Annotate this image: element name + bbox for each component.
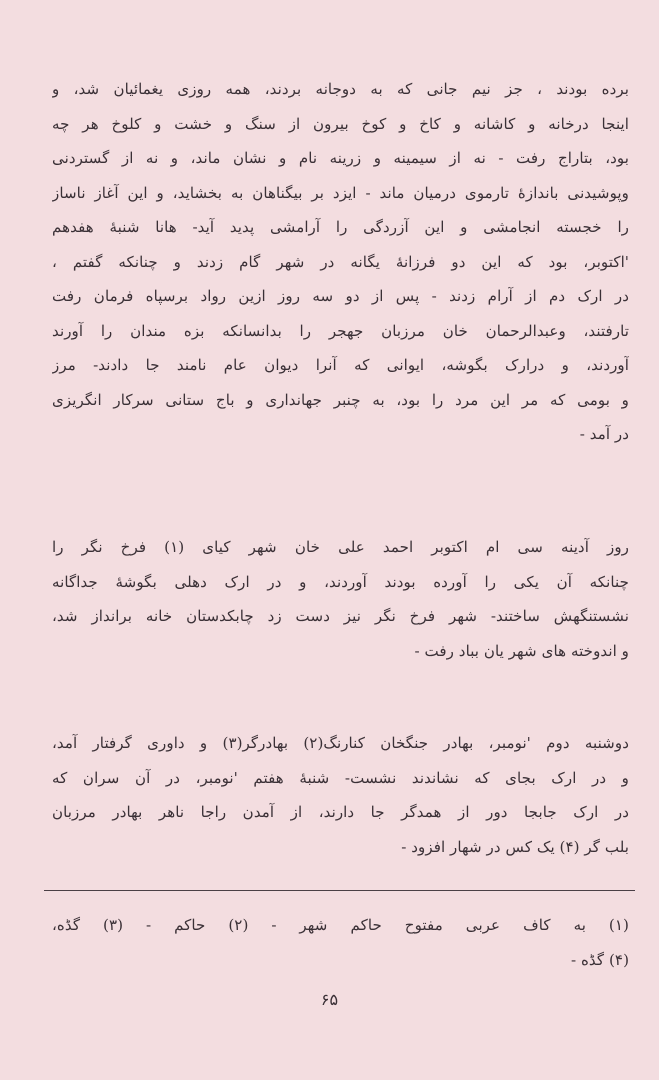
paragraph-1 <box>52 72 629 452</box>
text-line: روز آدینه سی ام اکتوبر احمد علی خان شهر کیای (۱) فرخ نگر را <box>52 538 629 556</box>
footnotes <box>52 908 629 977</box>
text-line: برده بودند ، جز نیم جانی که به دوجانه بردند، همه روزی یغمائیان شد، و <box>52 80 629 98</box>
footnote-line: (۱) به کاف عربی مفتوح حاکم شهر - (۲) حاکم - (۳) گڈه، <box>52 916 629 934</box>
text-line: چنانکه آن یکی را آورده بودند آوردند، و در ارک دهلی بگوشهٔ جداگانه <box>52 572 629 591</box>
text-line: وپوشیدنی باندازهٔ تارموی درمیان ماند - ایزد بر بیگناهان به بخشاید، و این آغاز ناساز <box>52 183 629 202</box>
text-line: در ارک دم از آرام زدند - پس از دو سه روز ازین رواد برسپاه فرمان رفت <box>52 287 629 305</box>
footnote-divider <box>44 890 635 891</box>
text-line: اینجا درخانه و کاشانه و کاخ و کوخ بیرون از سنگ و خشت و کلوخ هر چه <box>52 114 629 133</box>
paragraph-2 <box>52 530 629 668</box>
text-line: در ارک جابجا دور از همدگر جا دارند، از آمدن راجا ناهر بهادر مرزبان <box>52 803 629 821</box>
text-line: تارفتند، وعبدالرحمان خان مرزبان جهجر را بدانسانکه بزه مندان را آورند <box>52 321 629 340</box>
text-line: نشستنگهش ساختند- شهر فرخ نگر نیز دست زد چابکدستان خانه برانداز شد، <box>52 607 629 625</box>
text-line: بلب گر (۴) یک کس در شهار افزود - <box>401 837 629 856</box>
text-line: در آمد - <box>579 425 629 443</box>
page-number: ۶۵ <box>320 990 339 1009</box>
text-line: را خجسته انجامشی و این آزردگی را آرامشی پدید آید- هانا شنبهٔ هفدهم <box>52 218 629 236</box>
text-line: بود، بتاراج رفت - نه از سیمینه و زرینه نام و نشان ماند، و نه از گستردنی <box>52 149 629 167</box>
text-line: آوردند، و درارک بگوشه، ایوانی که آنرا دیوان عام نامند جا دادند- مرز <box>52 356 629 374</box>
text-line: 'اکتوبر، بود که این دو فرزانهٔ یگانه در شهر گام زدند و چنانکه گفتم ، <box>52 252 629 271</box>
text-line: دوشنبه دوم 'نومبر، بهادر جنگخان کنارنگ(۲) بهادرگر(۳) و داوری گرفتار آمد، <box>52 734 629 752</box>
text-line: و اندوخته های شهر یان بباد رفت - <box>414 641 629 660</box>
text-line: و در ارک بجای که نشاندند نشست- شنبهٔ هفتم 'نومبر، در آن سران که <box>52 768 629 787</box>
text-line: و بومی که مر این مرد را بود، به چنبر جهانداری و باج ستانی سرکار انگریزی <box>52 390 629 409</box>
paragraph-3 <box>52 726 629 864</box>
footnote-line: (۴) گڈه - <box>571 950 629 969</box>
